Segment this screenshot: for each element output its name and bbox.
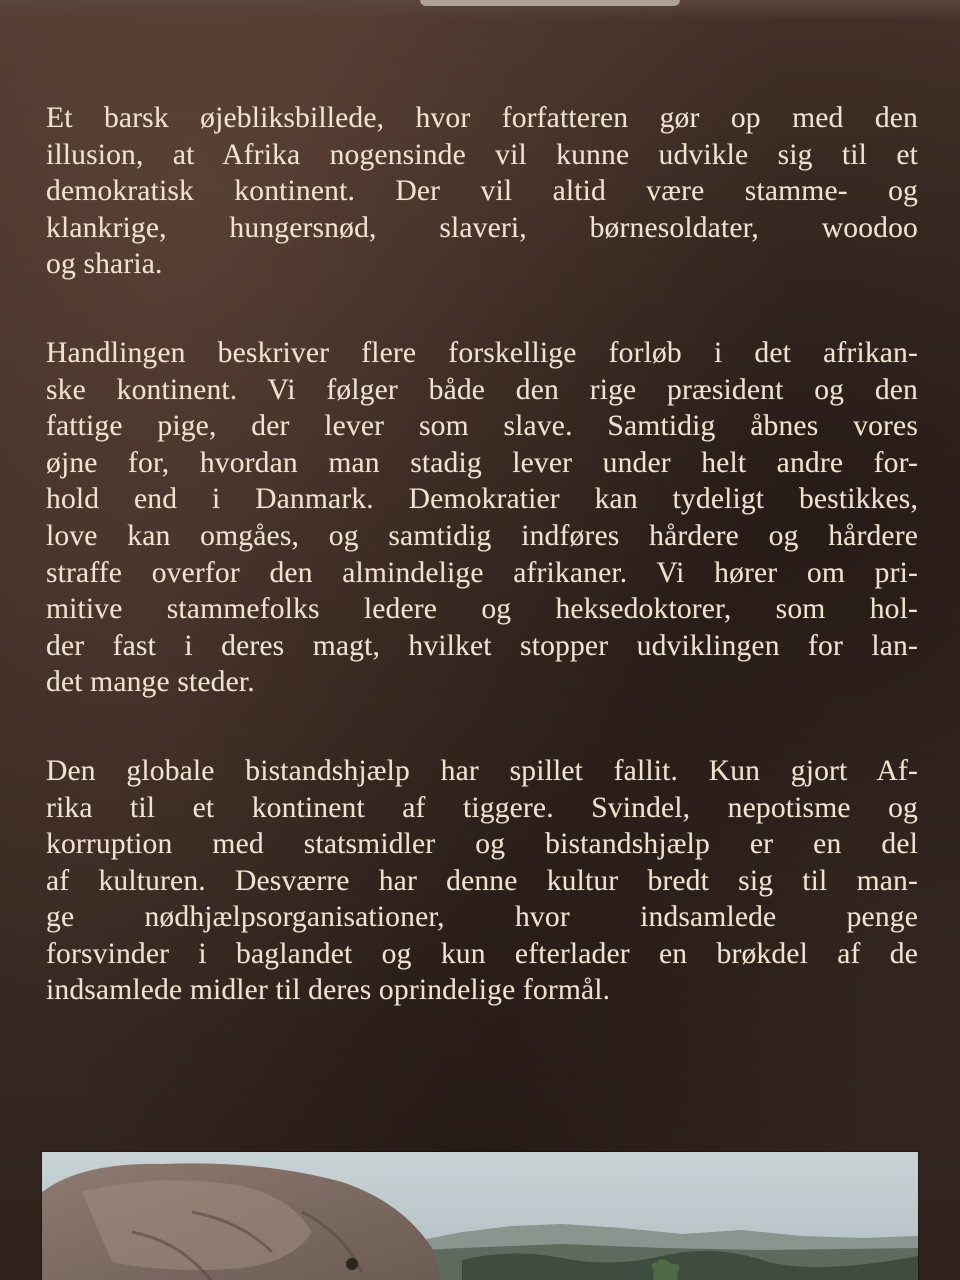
text-line: forsvinder i baglandet og kun efterlader en brøkdel af de [46,937,918,970]
elephant-photo [42,1152,918,1280]
text-line: ge nødhjælpsorganisationer, hvor indsamlede penge [46,901,918,934]
text-line: Et barsk øjebliksbillede, hvor forfatteren gør op med den [46,102,918,134]
text-line: af kulturen. Desværre har denne kultur bredt sig til man- [46,864,918,897]
text-line: klankrige, hungersnød, slaveri, børnesoldater, woodoo [46,211,918,244]
blurb-text [46,100,918,1061]
elephant-photo-image [42,1152,918,1280]
blurb-paragraph-2 [46,335,918,701]
text-line: korruption med statsmidler og bistandshjælp er en del [46,828,918,861]
blurb-paragraph-1 [46,100,918,283]
text-line: Den globale bistandshjælp har spillet fallit. Kun gjort Af- [46,754,918,787]
text-line: demokratisk kontinent. Der vil altid være stamme- og [46,175,918,208]
text-line: ske kontinent. Vi følger både den rige præsident og den [46,373,918,406]
text-line: indsamlede midler til deres oprindelige formål. [46,974,611,1007]
text-line: straffe overfor den almindelige afrikaner. Vi hører om pri- [46,556,918,589]
text-line: og sharia. [46,248,163,281]
text-line: hold end i Danmark. Demokratier kan tydeligt bestikkes, [46,483,918,516]
text-line: der fast i deres magt, hvilket stopper udviklingen for lan- [46,629,918,662]
text-line: love kan omgåes, og samtidig indføres hårdere og hårdere [46,519,918,552]
text-line: mitive stammefolks ledere og heksedoktorer, som hol- [46,593,918,626]
cover-title-strip [420,0,680,6]
text-line: rika til et kontinent af tiggere. Svindel, nepotisme og [46,791,918,824]
text-line: øjne for, hvordan man stadig lever under helt andre for- [46,446,918,479]
text-line: det mange steder. [46,666,255,699]
text-line: fattige pige, der lever som slave. Samtidig åbnes vores [46,410,918,443]
text-line: illusion, at Afrika nogensinde vil kunne udvikle sig til et [46,138,918,171]
blurb-paragraph-3 [46,753,918,1009]
text-line: Handlingen beskriver flere forskellige forløb i det afrikan- [46,336,918,369]
